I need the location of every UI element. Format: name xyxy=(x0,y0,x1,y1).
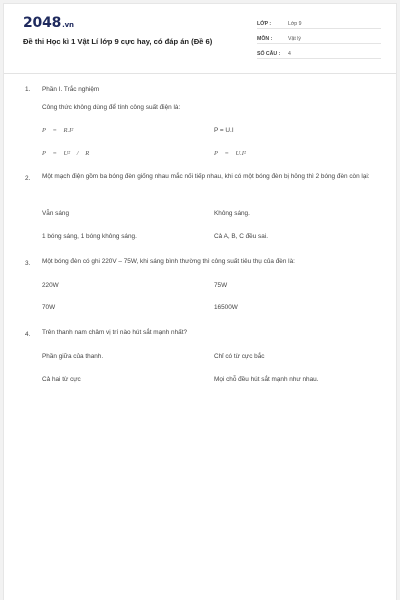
question-number: 4. xyxy=(25,331,31,338)
question-text: Một mạch điện gồm ba bóng đèn giống nhau mắc nối tiếp nhau, khi có một bóng đèn bị hỏng thì 2 bóng đèn còn lại: xyxy=(42,173,370,180)
option-b[interactable]: Không sáng. xyxy=(214,210,250,217)
document-page xyxy=(3,3,397,600)
option-a[interactable]: Phần giữa của thanh. xyxy=(42,353,104,360)
question-text: Một bóng đèn có ghi 220V – 75W, khi sáng bình thường thì công suất tiêu thụ của đèn là: xyxy=(42,258,295,265)
option-a[interactable]: P = R.I² xyxy=(42,127,74,134)
option-c[interactable]: 1 bóng sáng, 1 bóng không sáng. xyxy=(42,233,137,240)
option-a[interactable]: Vẫn sáng xyxy=(42,210,70,217)
page-title: Đề thi Học kì 1 Vật Lí lớp 9 cực hay, có đáp án (Đề 6) xyxy=(23,37,213,46)
option-b[interactable]: P = U.I xyxy=(214,127,234,134)
option-d[interactable]: P = U.I² xyxy=(214,150,246,157)
option-b[interactable]: Chỉ có từ cực bắc xyxy=(214,353,265,360)
option-d[interactable]: 16500W xyxy=(214,304,238,311)
option-c[interactable]: Cả hai từ cực xyxy=(42,376,81,383)
document-header xyxy=(4,4,396,74)
section-title: Phần I. Trắc nghiệm xyxy=(42,86,100,93)
option-d[interactable]: Cả A, B, C đều sai. xyxy=(214,233,268,240)
question-text: Công thức không dùng để tính công suất điện là: xyxy=(42,104,181,111)
meta-grade: LỚP : Lớp 9 xyxy=(257,20,381,29)
meta-subject: MÔN : Vật lý xyxy=(257,35,381,44)
question-number: 1. xyxy=(25,86,31,93)
meta-question-count: SỐ CÂU : 4 xyxy=(257,50,381,59)
option-b[interactable]: 75W xyxy=(214,282,228,289)
question-number: 3. xyxy=(25,260,31,267)
site-logo[interactable]: 2048.vn xyxy=(23,15,74,31)
option-c[interactable]: 70W xyxy=(42,304,56,311)
option-a[interactable]: 220W xyxy=(42,282,59,289)
question-number: 2. xyxy=(25,175,31,182)
question-text: Trên thanh nam châm vị trí nào hút sắt mạnh nhất? xyxy=(42,329,188,336)
option-d[interactable]: Mọi chỗ đều hút sắt mạnh như nhau. xyxy=(214,376,319,383)
option-c[interactable]: P = U² / R xyxy=(42,150,90,157)
